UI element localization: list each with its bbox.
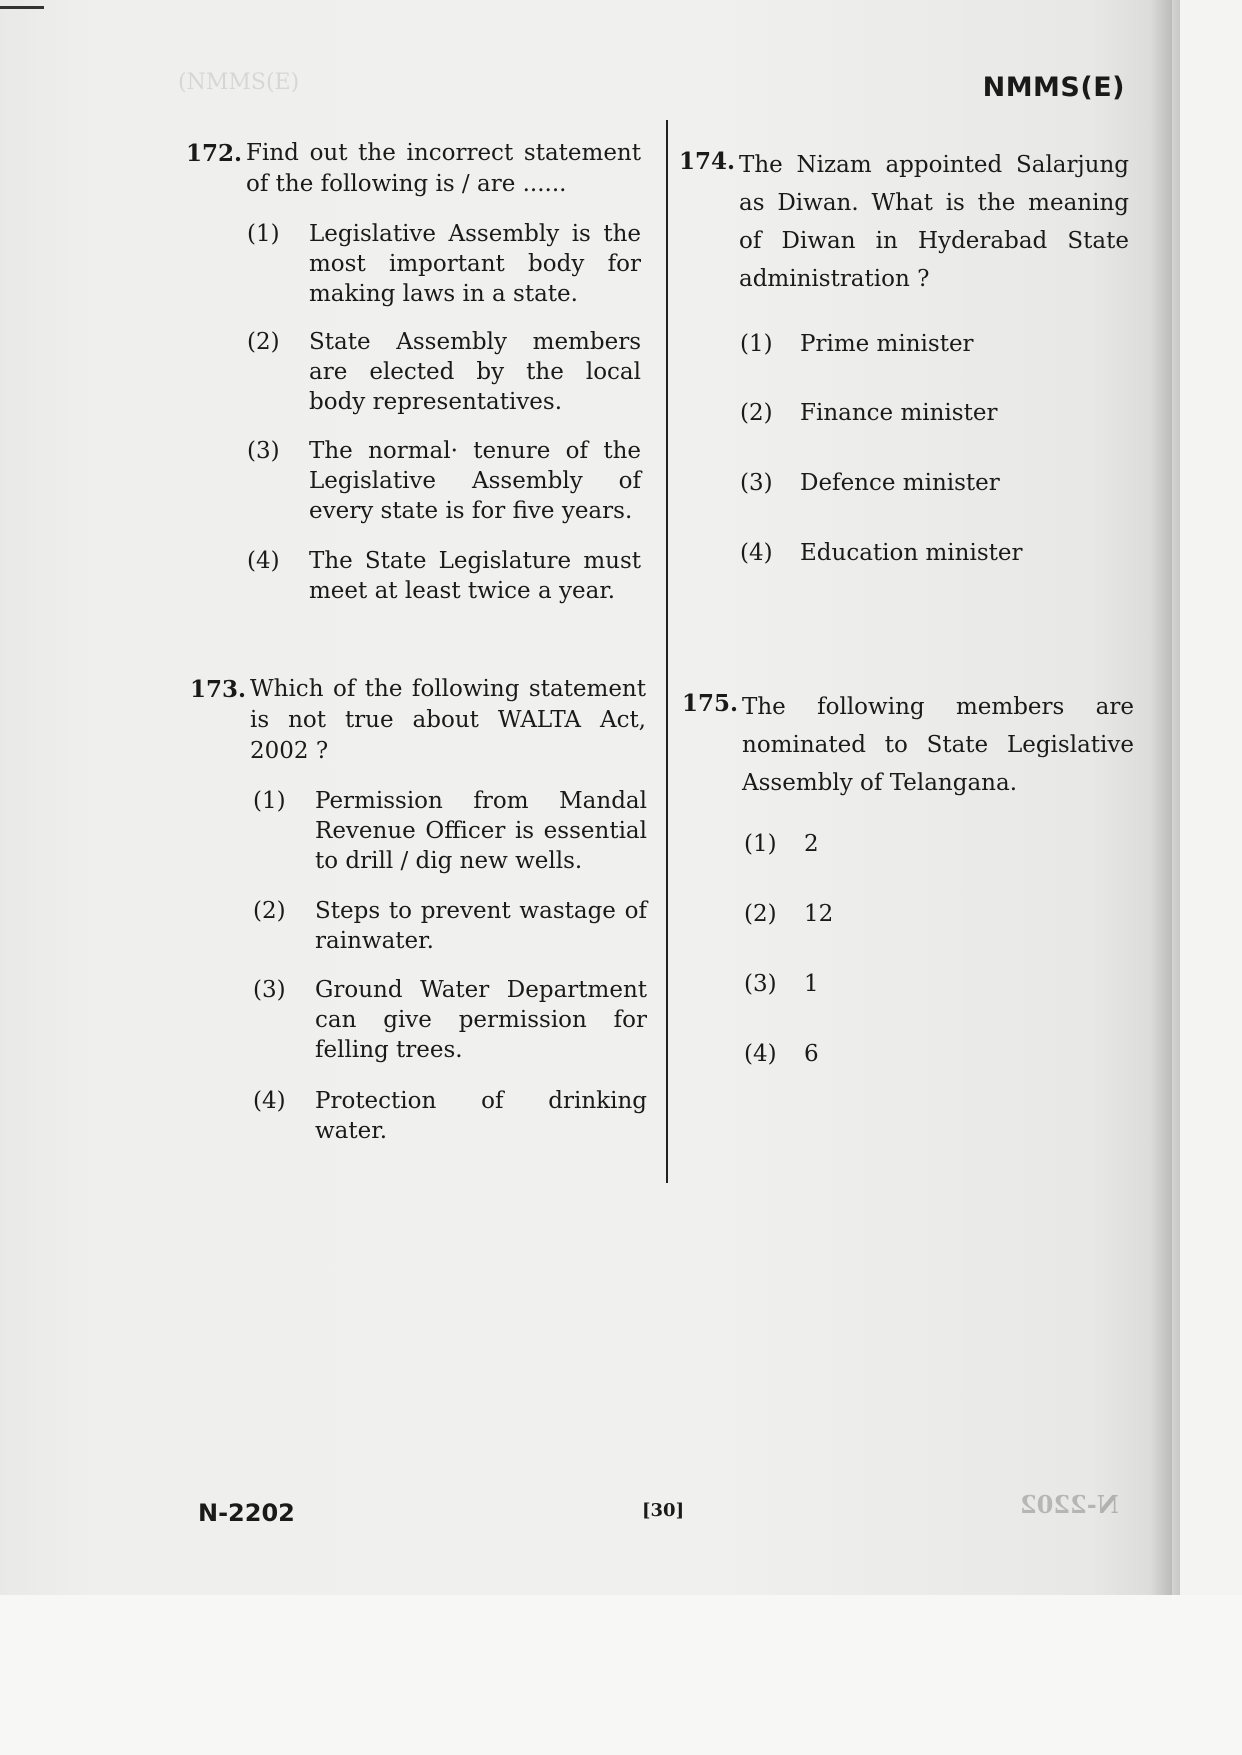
- option-number: (2): [247, 329, 280, 355]
- question-number: 172.: [186, 140, 243, 167]
- option-text: Legislative Assembly is the most important body for making laws in a state.: [309, 221, 641, 307]
- option-text: The normal· tenure of the Legislative Assembly of every state is for five years.: [309, 438, 641, 524]
- option-number: (3): [253, 977, 286, 1003]
- footer-code: N-2202: [198, 1499, 295, 1527]
- option-text: Prime minister: [800, 331, 974, 357]
- option-text: 12: [804, 901, 834, 927]
- option-number: (2): [744, 901, 777, 927]
- option-text: 1: [804, 971, 819, 997]
- bleed-through-text: (NMMS(E): [178, 70, 300, 95]
- mirrored-footer-code: N-2202: [1020, 1490, 1119, 1519]
- page-header-code: NMMS(E): [982, 72, 1125, 103]
- question-text: The Nizam appointed Salarjung as Diwan. What is the meaning of Diwan in Hyderabad State administration ?: [739, 152, 1129, 292]
- option-text: Education minister: [800, 540, 1023, 566]
- page-number: [30]: [642, 1500, 685, 1521]
- column-divider: [666, 120, 668, 1183]
- corner-mark: [0, 6, 44, 9]
- option-number: (3): [740, 470, 773, 496]
- question-number: 174.: [679, 148, 736, 175]
- question-number: 175.: [682, 690, 739, 717]
- question-text: Find out the incorrect statement of the following is / are ......: [246, 140, 641, 197]
- option-text: Permission from Mandal Revenue Officer is essential to drill / dig new wells.: [315, 788, 647, 874]
- option-text: Steps to prevent wastage of rainwater.: [315, 898, 647, 954]
- option-text: 2: [804, 831, 819, 857]
- scan-background: [0, 1595, 1242, 1755]
- option-text: Finance minister: [800, 400, 998, 426]
- page-edge-shadow: [1150, 0, 1180, 1595]
- option-number: (4): [740, 540, 773, 566]
- option-text: Defence minister: [800, 470, 1000, 496]
- option-number: (3): [744, 971, 777, 997]
- option-number: (3): [247, 438, 280, 464]
- option-number: (4): [247, 548, 280, 574]
- option-text: Protection of drinking water.: [315, 1088, 647, 1144]
- option-text: 6: [804, 1041, 819, 1067]
- question-text: Which of the following statement is not true about WALTA Act, 2002 ?: [250, 676, 646, 764]
- option-number: (2): [740, 400, 773, 426]
- option-number: (1): [744, 831, 777, 857]
- option-number: (1): [247, 221, 280, 247]
- question-number: 173.: [190, 676, 247, 703]
- option-number: (1): [740, 331, 773, 357]
- option-number: (4): [744, 1041, 777, 1067]
- option-number: (4): [253, 1088, 286, 1114]
- option-number: (1): [253, 788, 286, 814]
- option-text: The State Legislature must meet at least twice a year.: [309, 548, 641, 604]
- option-text: State Assembly members are elected by the local body representatives.: [309, 329, 641, 415]
- option-number: (2): [253, 898, 286, 924]
- question-text: The following members are nominated to State Legislative Assembly of Telangana.: [742, 694, 1134, 796]
- option-text: Ground Water Department can give permission for felling trees.: [315, 977, 647, 1063]
